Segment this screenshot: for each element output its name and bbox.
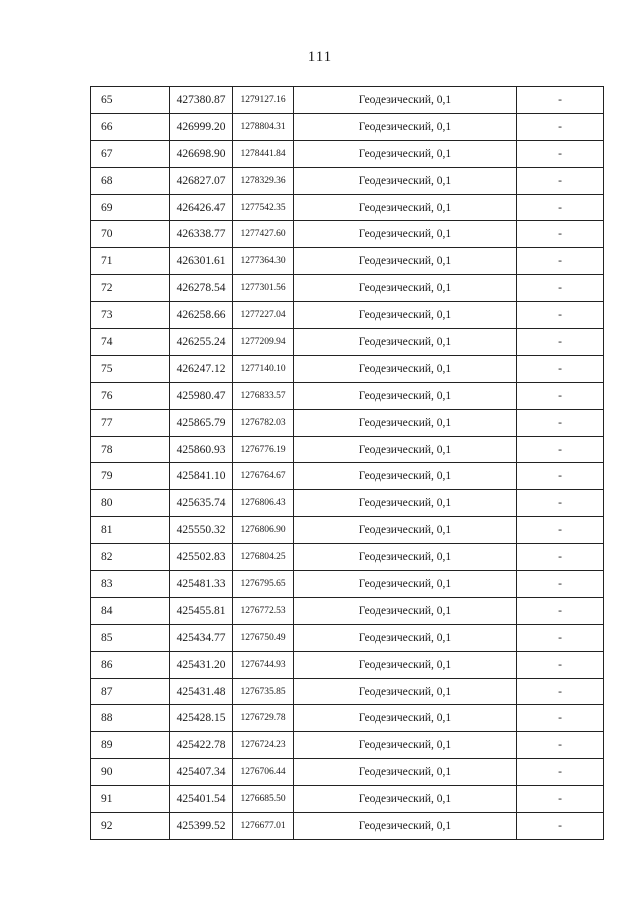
method-cell: Геодезический, 0,1 (294, 329, 517, 356)
description-cell: - (517, 194, 604, 221)
y-coordinate-cell: 1276804.25 (233, 544, 294, 571)
y-coordinate-cell: 1276750.49 (233, 624, 294, 651)
y-coordinate-cell: 1276795.65 (233, 571, 294, 598)
y-coordinate-cell: 1277301.56 (233, 275, 294, 302)
x-coordinate-cell: 425428.15 (170, 705, 233, 732)
point-number-cell: 77 (91, 409, 170, 436)
y-coordinate-cell: 1276806.43 (233, 490, 294, 517)
description-cell: - (517, 113, 604, 140)
description-cell: - (517, 275, 604, 302)
point-number-cell: 82 (91, 544, 170, 571)
description-cell: - (517, 409, 604, 436)
table-row (91, 544, 604, 571)
method-cell: Геодезический, 0,1 (294, 436, 517, 463)
method-cell: Геодезический, 0,1 (294, 409, 517, 436)
y-coordinate-cell: 1276772.53 (233, 597, 294, 624)
table-row (91, 221, 604, 248)
description-cell: - (517, 490, 604, 517)
x-coordinate-cell: 426301.61 (170, 248, 233, 275)
y-coordinate-cell: 1278441.84 (233, 140, 294, 167)
x-coordinate-cell: 426247.12 (170, 355, 233, 382)
y-coordinate-cell: 1277427.60 (233, 221, 294, 248)
table-row (91, 651, 604, 678)
x-coordinate-cell: 426827.07 (170, 167, 233, 194)
point-number-cell: 67 (91, 140, 170, 167)
table-row (91, 705, 604, 732)
description-cell: - (517, 87, 604, 114)
y-coordinate-cell: 1276776.19 (233, 436, 294, 463)
x-coordinate-cell: 425431.48 (170, 678, 233, 705)
description-cell: - (517, 678, 604, 705)
description-cell: - (517, 463, 604, 490)
table-row (91, 813, 604, 840)
table-row (91, 382, 604, 409)
description-cell: - (517, 705, 604, 732)
y-coordinate-cell: 1276685.50 (233, 786, 294, 813)
point-number-cell: 74 (91, 329, 170, 356)
y-coordinate-cell: 1277542.35 (233, 194, 294, 221)
method-cell: Геодезический, 0,1 (294, 678, 517, 705)
table-row (91, 624, 604, 651)
table-row (91, 463, 604, 490)
point-number-cell: 72 (91, 275, 170, 302)
table-row (91, 678, 604, 705)
table-row (91, 786, 604, 813)
table-row (91, 140, 604, 167)
method-cell: Геодезический, 0,1 (294, 759, 517, 786)
table-row (91, 87, 604, 114)
description-cell: - (517, 786, 604, 813)
x-coordinate-cell: 425550.32 (170, 517, 233, 544)
method-cell: Геодезический, 0,1 (294, 140, 517, 167)
table-row (91, 302, 604, 329)
method-cell: Геодезический, 0,1 (294, 248, 517, 275)
x-coordinate-cell: 425407.34 (170, 759, 233, 786)
method-cell: Геодезический, 0,1 (294, 544, 517, 571)
description-cell: - (517, 624, 604, 651)
method-cell: Геодезический, 0,1 (294, 113, 517, 140)
point-number-cell: 76 (91, 382, 170, 409)
description-cell: - (517, 517, 604, 544)
x-coordinate-cell: 426278.54 (170, 275, 233, 302)
point-number-cell: 92 (91, 813, 170, 840)
x-coordinate-cell: 425980.47 (170, 382, 233, 409)
method-cell: Геодезический, 0,1 (294, 813, 517, 840)
method-cell: Геодезический, 0,1 (294, 463, 517, 490)
x-coordinate-cell: 425865.79 (170, 409, 233, 436)
description-cell: - (517, 355, 604, 382)
y-coordinate-cell: 1278804.31 (233, 113, 294, 140)
x-coordinate-cell: 425401.54 (170, 786, 233, 813)
description-cell: - (517, 813, 604, 840)
description-cell: - (517, 544, 604, 571)
method-cell: Геодезический, 0,1 (294, 732, 517, 759)
point-number-cell: 73 (91, 302, 170, 329)
y-coordinate-cell: 1276677.01 (233, 813, 294, 840)
method-cell: Геодезический, 0,1 (294, 275, 517, 302)
x-coordinate-cell: 426426.47 (170, 194, 233, 221)
point-number-cell: 70 (91, 221, 170, 248)
method-cell: Геодезический, 0,1 (294, 302, 517, 329)
y-coordinate-cell: 1276724.23 (233, 732, 294, 759)
point-number-cell: 65 (91, 87, 170, 114)
coordinates-table (90, 86, 604, 840)
y-coordinate-cell: 1276764.67 (233, 463, 294, 490)
point-number-cell: 89 (91, 732, 170, 759)
y-coordinate-cell: 1276735.85 (233, 678, 294, 705)
x-coordinate-cell: 425422.78 (170, 732, 233, 759)
point-number-cell: 84 (91, 597, 170, 624)
table-row (91, 194, 604, 221)
y-coordinate-cell: 1279127.16 (233, 87, 294, 114)
table-row (91, 248, 604, 275)
point-number-cell: 75 (91, 355, 170, 382)
point-number-cell: 81 (91, 517, 170, 544)
point-number-cell: 85 (91, 624, 170, 651)
point-number-cell: 68 (91, 167, 170, 194)
table-row (91, 275, 604, 302)
x-coordinate-cell: 425841.10 (170, 463, 233, 490)
method-cell: Геодезический, 0,1 (294, 382, 517, 409)
method-cell: Геодезический, 0,1 (294, 571, 517, 598)
x-coordinate-cell: 425481.33 (170, 571, 233, 598)
x-coordinate-cell: 425860.93 (170, 436, 233, 463)
x-coordinate-cell: 426698.90 (170, 140, 233, 167)
x-coordinate-cell: 426338.77 (170, 221, 233, 248)
point-number-cell: 83 (91, 571, 170, 598)
y-coordinate-cell: 1277227.04 (233, 302, 294, 329)
x-coordinate-cell: 425399.52 (170, 813, 233, 840)
point-number-cell: 86 (91, 651, 170, 678)
point-number-cell: 87 (91, 678, 170, 705)
point-number-cell: 88 (91, 705, 170, 732)
method-cell: Геодезический, 0,1 (294, 167, 517, 194)
method-cell: Геодезический, 0,1 (294, 705, 517, 732)
y-coordinate-cell: 1276744.93 (233, 651, 294, 678)
y-coordinate-cell: 1277364.30 (233, 248, 294, 275)
description-cell: - (517, 597, 604, 624)
x-coordinate-cell: 426255.24 (170, 329, 233, 356)
x-coordinate-cell: 425431.20 (170, 651, 233, 678)
table-row (91, 517, 604, 544)
table-row (91, 113, 604, 140)
y-coordinate-cell: 1277140.10 (233, 355, 294, 382)
description-cell: - (517, 732, 604, 759)
table-row (91, 167, 604, 194)
table-row (91, 571, 604, 598)
x-coordinate-cell: 426258.66 (170, 302, 233, 329)
method-cell: Геодезический, 0,1 (294, 651, 517, 678)
point-number-cell: 78 (91, 436, 170, 463)
table-body (91, 87, 604, 840)
description-cell: - (517, 382, 604, 409)
method-cell: Геодезический, 0,1 (294, 490, 517, 517)
y-coordinate-cell: 1278329.36 (233, 167, 294, 194)
x-coordinate-cell: 426999.20 (170, 113, 233, 140)
point-number-cell: 69 (91, 194, 170, 221)
method-cell: Геодезический, 0,1 (294, 221, 517, 248)
description-cell: - (517, 436, 604, 463)
table-row (91, 732, 604, 759)
description-cell: - (517, 167, 604, 194)
table-row (91, 597, 604, 624)
table-row (91, 409, 604, 436)
table-row (91, 490, 604, 517)
table-row (91, 355, 604, 382)
y-coordinate-cell: 1277209.94 (233, 329, 294, 356)
table-row (91, 329, 604, 356)
description-cell: - (517, 571, 604, 598)
x-coordinate-cell: 425434.77 (170, 624, 233, 651)
method-cell: Геодезический, 0,1 (294, 597, 517, 624)
description-cell: - (517, 329, 604, 356)
x-coordinate-cell: 425635.74 (170, 490, 233, 517)
x-coordinate-cell: 425455.81 (170, 597, 233, 624)
page-number: 111 (307, 49, 333, 65)
description-cell: - (517, 221, 604, 248)
description-cell: - (517, 651, 604, 678)
description-cell: - (517, 759, 604, 786)
x-coordinate-cell: 425502.83 (170, 544, 233, 571)
method-cell: Геодезический, 0,1 (294, 517, 517, 544)
point-number-cell: 90 (91, 759, 170, 786)
y-coordinate-cell: 1276729.78 (233, 705, 294, 732)
table-row (91, 436, 604, 463)
x-coordinate-cell: 427380.87 (170, 87, 233, 114)
description-cell: - (517, 302, 604, 329)
table-row (91, 759, 604, 786)
y-coordinate-cell: 1276782.03 (233, 409, 294, 436)
point-number-cell: 71 (91, 248, 170, 275)
method-cell: Геодезический, 0,1 (294, 87, 517, 114)
y-coordinate-cell: 1276833.57 (233, 382, 294, 409)
y-coordinate-cell: 1276806.90 (233, 517, 294, 544)
point-number-cell: 79 (91, 463, 170, 490)
method-cell: Геодезический, 0,1 (294, 786, 517, 813)
method-cell: Геодезический, 0,1 (294, 194, 517, 221)
point-number-cell: 80 (91, 490, 170, 517)
description-cell: - (517, 248, 604, 275)
y-coordinate-cell: 1276706.44 (233, 759, 294, 786)
point-number-cell: 66 (91, 113, 170, 140)
description-cell: - (517, 140, 604, 167)
method-cell: Геодезический, 0,1 (294, 355, 517, 382)
point-number-cell: 91 (91, 786, 170, 813)
method-cell: Геодезический, 0,1 (294, 624, 517, 651)
